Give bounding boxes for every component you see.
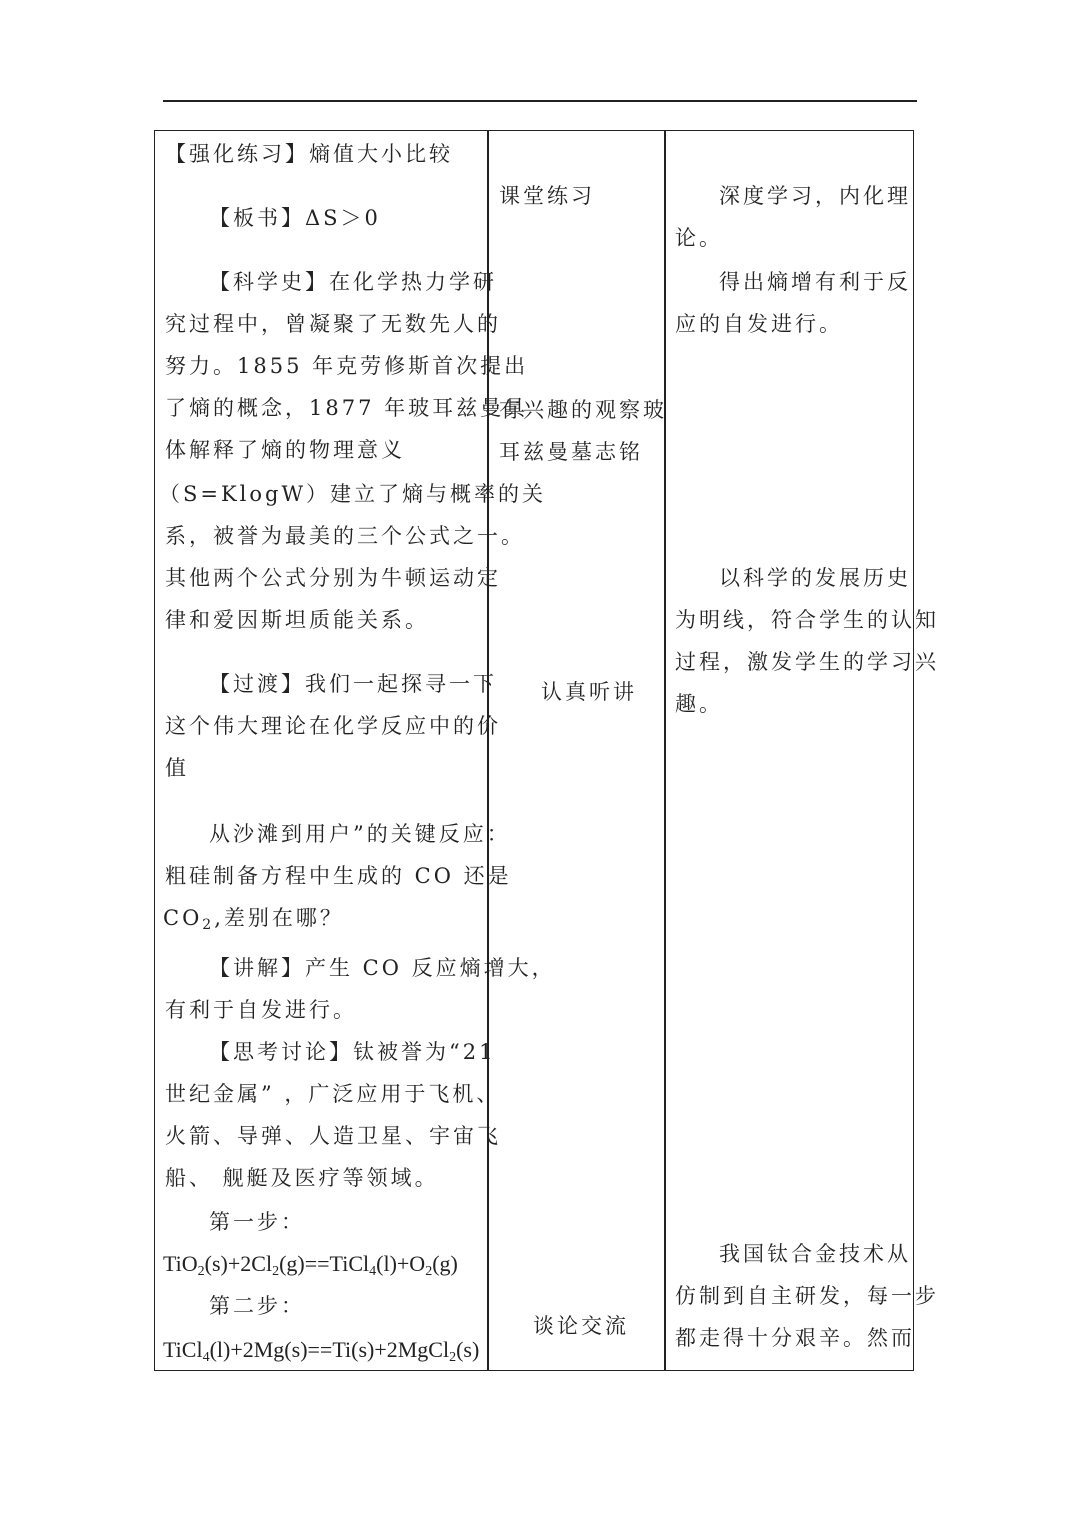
header-rule	[163, 100, 917, 102]
science-history-line: 系，被誉为最美的三个公式之一。	[165, 524, 525, 548]
science-history-line: 【科学史】在化学热力学研	[209, 270, 497, 294]
column-divider	[664, 131, 666, 1370]
transition-line: 【过渡】我们一起探寻一下	[209, 672, 497, 696]
design-intent-line: 我国钛合金技术从	[719, 1242, 911, 1266]
design-intent-line: 深度学习，内化理	[719, 184, 911, 208]
student-activity-practice: 课堂练习	[499, 184, 595, 208]
question-line: 从沙滩到用户”的关键反应：	[209, 822, 511, 846]
design-intent-line: 趣。	[675, 692, 723, 716]
science-history-line: 其他两个公式分别为牛顿运动定	[165, 566, 501, 590]
explanation-line: 【讲解】产生 CO 反应熵增大，	[209, 956, 556, 980]
discussion-line: 【思考讨论】钛被誉为“21	[209, 1040, 496, 1064]
question-line: $CO_2$,差别在哪？	[163, 906, 344, 933]
student-activity-observe: 耳兹曼墓志铭	[499, 440, 643, 464]
student-activity-listen: 认真听讲	[541, 680, 637, 704]
design-intent-line: 过程，激发学生的学习兴	[675, 650, 939, 674]
question-line: 粗硅制备方程中生成的 CO 还是	[165, 864, 512, 888]
science-history-line: 究过程中，曾凝聚了无数先人的	[165, 312, 501, 336]
design-intent-line: 仿制到自主研发，每一步	[675, 1284, 939, 1308]
student-activity-observe: 有兴趣的观察玻	[499, 398, 667, 422]
step-two-label: 第二步：	[209, 1294, 305, 1318]
design-intent-line: 得出熵增有利于反	[719, 270, 911, 294]
design-intent-line: 以科学的发展历史	[719, 566, 911, 590]
science-history-line: 律和爱因斯坦质能关系。	[165, 608, 429, 632]
equation-step-one: $TiO_2(s)+2Cl_2(g)==TiCl_4(l)+O_2(g)$	[163, 1251, 458, 1279]
discussion-line: 船、 舰艇及医疗等领域。	[165, 1166, 439, 1190]
science-history-line: 了熵的概念，1877 年玻耳兹曼具	[165, 396, 529, 420]
step-one-label: 第一步：	[209, 1210, 305, 1234]
design-intent-line: 都走得十分艰辛。然而	[675, 1326, 915, 1350]
practice-heading: 【强化练习】熵值大小比较	[165, 142, 453, 166]
explanation-line: 有利于自发进行。	[165, 998, 357, 1022]
design-intent-line: 为明线，符合学生的认知	[675, 608, 939, 632]
equation-step-two: TiCl$_4$(l)+2Mg(s)==Ti(s)+2MgCl$_2$(s)	[163, 1337, 480, 1365]
transition-line: 这个伟大理论在化学反应中的价	[165, 714, 501, 738]
discussion-line: 火箭、导弹、人造卫星、宇宙飞	[165, 1124, 501, 1148]
design-intent-line: 应的自发进行。	[675, 312, 843, 336]
science-history-line: 努力。1855 年克劳修斯首次提出	[165, 354, 529, 378]
student-activity-discuss: 谈论交流	[533, 1314, 629, 1338]
transition-line: 值	[165, 756, 189, 780]
science-history-line: 体解释了熵的物理意义	[165, 438, 405, 462]
board-note: 【板书】ΔS＞0	[209, 206, 381, 230]
science-history-line: （S=KlogW）建立了熵与概率的关	[159, 482, 547, 506]
discussion-line: 世纪金属” ，广泛应用于飞机、	[165, 1082, 501, 1106]
design-intent-line: 论。	[675, 226, 723, 250]
lesson-table	[154, 130, 939, 1371]
